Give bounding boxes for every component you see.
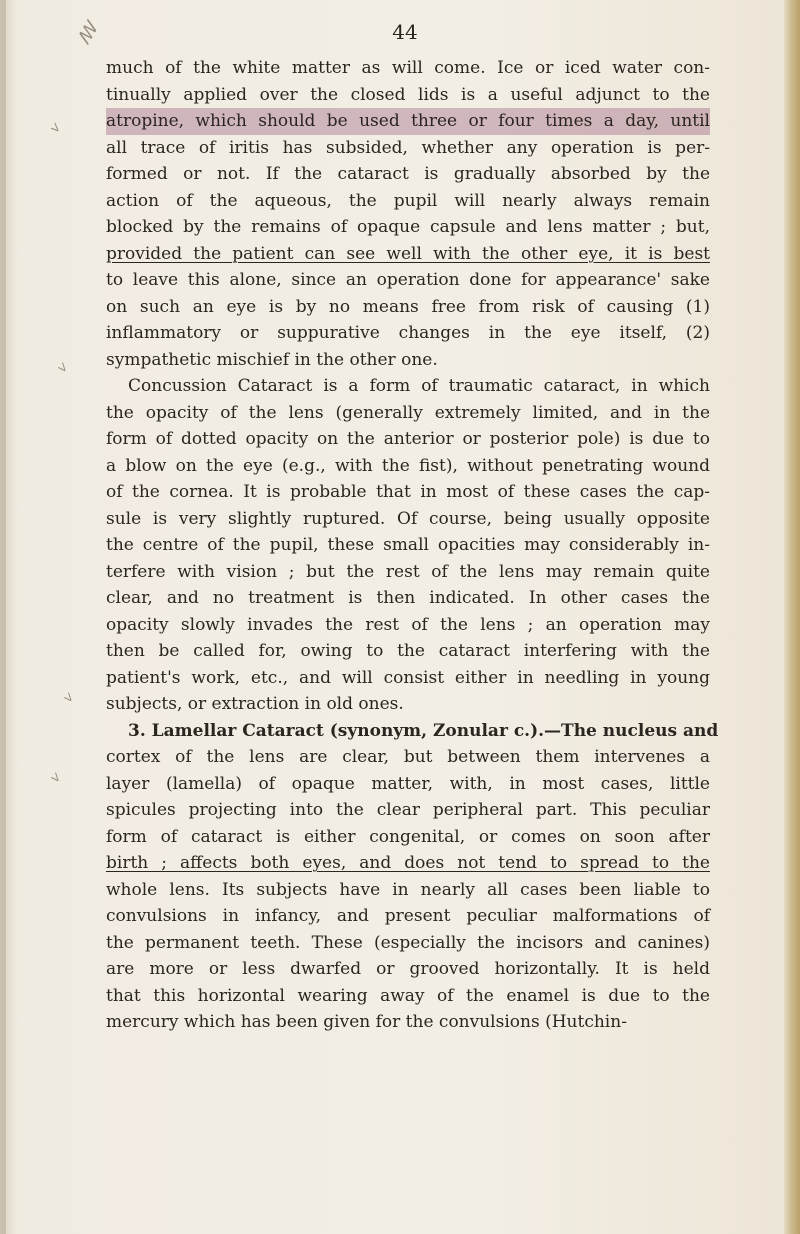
text-line: provided the patient can see well with the other eye, it is best xyxy=(106,243,710,264)
text-line: the centre of the pupil, these small opacities may considerably in- xyxy=(106,535,710,555)
text-line: then be called for, owing to the cataract interfering with the xyxy=(106,641,710,661)
text-line: cortex of the lens are clear, but between them intervenes a xyxy=(106,747,710,767)
text-line: terfere with vision ; but the rest of the lens may remain quite xyxy=(106,561,710,582)
text-line: much of the white matter as will come. Ice or iced water con- xyxy=(106,58,710,78)
pencil-mark: ⱽ xyxy=(61,690,83,711)
body-text xyxy=(106,55,719,1036)
text-line: the opacity of the lens (generally extremely limited, and in the xyxy=(106,402,710,423)
text-line: clear, and no treatment is then indicated. In other cases the xyxy=(106,588,710,608)
text-line: inflammatory or suppurative changes in the eye itself, (2) xyxy=(106,323,710,343)
text-line: opacity slowly invades the rest of the lens ; an operation may xyxy=(106,614,710,635)
text-line: sule is very slightly ruptured. Of course, being usually opposite xyxy=(106,508,710,529)
text-line: form of cataract is either congenital, or comes on soon after xyxy=(106,826,710,847)
pencil-mark: ꟿ xyxy=(74,17,104,48)
text-line: on such an eye is by no means free from risk of causing (1) xyxy=(106,296,710,317)
text-line: that this horizontal wearing away of the enamel is due to the xyxy=(106,985,710,1006)
text-line: subjects, or extraction in old ones. xyxy=(106,694,404,714)
pencil-mark: ⱽ xyxy=(48,770,70,791)
text-line: convulsions in infancy, and present peculiar malformations of xyxy=(106,906,710,926)
text-line: atropine, which should be used three or four times a day, until xyxy=(106,108,710,135)
pencil-mark: ⱽ xyxy=(48,121,70,140)
text-line: whole lens. Its subjects have in nearly all cases been liable to xyxy=(106,879,710,900)
text-line: are more or less dwarfed or grooved horizontally. It is held xyxy=(106,959,710,979)
text-line: form of dotted opacity on the anterior or posterior pole) is due to xyxy=(106,429,710,449)
text-line: formed or not. If the cataract is gradually absorbed by the xyxy=(106,164,710,184)
text-line: spicules projecting into the clear peripheral part. This peculiar xyxy=(106,800,710,820)
pencil-mark: ⱽ xyxy=(55,360,77,381)
text-line: mercury which has been given for the convulsions (Hutchin- xyxy=(106,1012,627,1032)
text-line: of the cornea. It is probable that in most of these cases the cap- xyxy=(106,482,710,502)
text-line: the permanent teeth. These (especially the incisors and canines) xyxy=(106,932,710,953)
text-line: patient's work, etc., and will consist either in needling in young xyxy=(106,667,710,688)
text-line: tinually applied over the closed lids is a useful adjunct to the xyxy=(106,84,710,105)
text-line: 3. Lamellar Cataract (synonym, Zonular c.).—The nucleus and xyxy=(128,720,719,741)
page-gutter xyxy=(0,0,6,1234)
text-line: sympathetic mischief in the other one. xyxy=(106,349,438,370)
text-line: blocked by the remains of opaque capsule and lens matter ; but, xyxy=(106,217,710,237)
page-number: 44 xyxy=(392,20,418,44)
text-line: layer (lamella) of opaque matter, with, in most cases, little xyxy=(106,773,710,794)
text-line: to leave this alone, since an operation done for appearance' sake xyxy=(106,270,710,290)
text-line: action of the aqueous, the pupil will nearly always remain xyxy=(106,190,710,211)
text-line: Concussion Cataract is a form of traumatic cataract, in which xyxy=(128,376,710,396)
page-edge xyxy=(784,0,800,1234)
text-line: a blow on the eye (e.g., with the fist), without penetrating wound xyxy=(106,455,710,476)
text-line: birth ; affects both eyes, and does not tend to spread to the xyxy=(106,853,710,873)
text-line: all trace of iritis has subsided, whether any operation is per- xyxy=(106,137,710,158)
